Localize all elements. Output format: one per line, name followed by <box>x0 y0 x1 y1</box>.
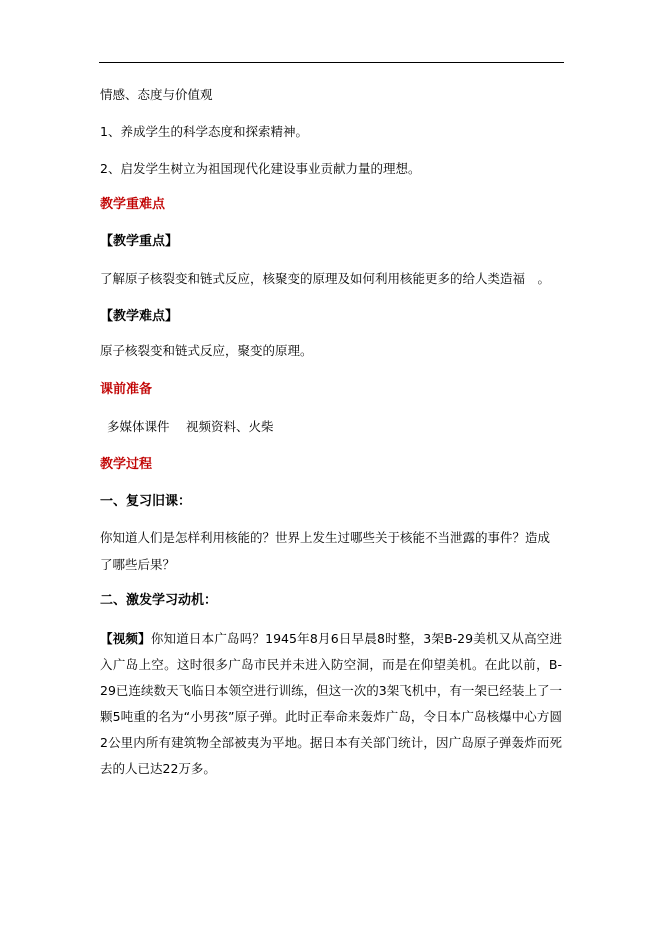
key-points-heading: 教学重难点 <box>100 197 166 212</box>
video-text: 你知道日本广岛吗？1945年8月6日早晨8时整，3架B-29美机又从高空进入广岛上空。这时很多广岛市民并未进入防空洞，而是在仰望美机。在此以前，B-29已连续数天飞临日本领空进行训练，但这一次的3架飞机中，有一架已经装上了一颗5吨重的名为“小男孩”原子弹。此时正奉命来轰炸广岛，令日本广岛核爆中心方圆2公里内所有建筑物全部被夷为平地。据日本有关部门统计，因广岛原子弹轰炸而死去的人已达22万多。 <box>100 631 562 776</box>
prep-text: 多媒体课件 视频资料、火柴 <box>107 419 274 434</box>
motivation-heading: 二、激发学习动机： <box>100 593 218 608</box>
goal-item-2: 2、启发学生树立为祖国现代化建设事业贡献力量的理想。 <box>100 161 421 176</box>
header-rule <box>99 62 564 63</box>
goal-item-1: 1、养成学生的科学态度和探索精神。 <box>100 124 308 139</box>
review-text: 你知道人们是怎样利用核能的？世界上发生过哪些关于核能不当泄露的事件？造成了哪些后果？ <box>100 530 551 572</box>
focus-label: 【教学重点】 <box>100 234 179 249</box>
prep-heading: 课前准备 <box>100 382 153 397</box>
video-paragraph <box>100 626 562 782</box>
process-heading: 教学过程 <box>100 457 153 472</box>
difficulty-label: 【教学难点】 <box>100 309 179 324</box>
section-goal-heading: 情感、态度与价值观 <box>100 87 213 102</box>
difficulty-text: 原子核裂变和链式反应，聚变的原理。 <box>100 343 313 358</box>
review-heading: 一、复习旧课： <box>100 494 192 509</box>
focus-text: 了解原子核裂变和链式反应，核聚变的原理及如何利用核能更多的给人类造福 。 <box>100 271 551 286</box>
video-label: 【视频】 <box>100 631 151 646</box>
